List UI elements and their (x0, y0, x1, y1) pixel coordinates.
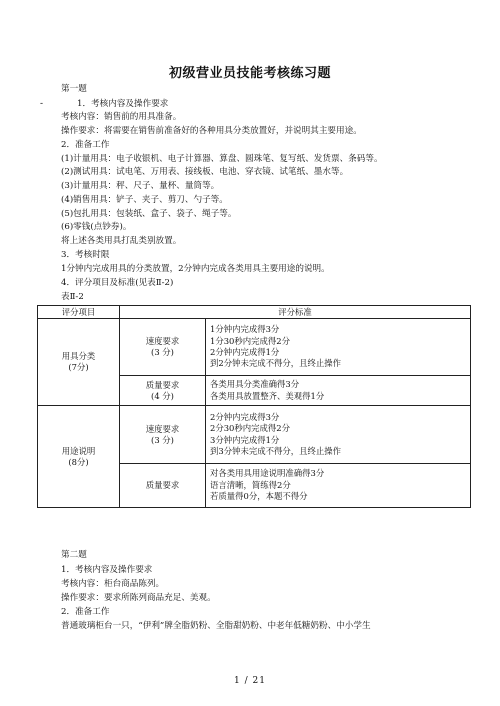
q1-line: 1．考核内容及操作要求 (77, 99, 169, 109)
sub-item-cell: 质量要求 (120, 464, 206, 508)
q1-line: 将上述各类用具打乱类别放置。 (61, 236, 182, 246)
criteria-cell: 2分钟内完成得3分 2分30秒内完成得2分 3分钟内完成得1分 到3分钟未完成不得分，且终止操作 (206, 406, 471, 464)
q1-line: 1分钟内完成用具的分类放置，2分钟内完成各类用具主要用途的说明。 (61, 264, 330, 274)
q1-line: (5)包扎用具：包装纸、盒子、袋子、绳子等。 (61, 209, 237, 219)
q1-line: (6)零钱(点钞券)。 (61, 222, 132, 232)
q1-heading: 第一题 (61, 84, 87, 94)
header-item: 评分项目 (38, 306, 120, 319)
q2-line: 2．准备工作 (61, 607, 110, 617)
q1-line: (2)测试用具：试电笔、万用表、接线板、电池、穿衣镜、试笔纸、墨水等。 (61, 167, 349, 177)
list-dash: - (40, 99, 44, 109)
header-standard: 评分标准 (120, 306, 471, 319)
sub-item-cell: 速度要求 (3 分) (120, 406, 206, 464)
q1-line: (4)销售用具：铲子、夹子、剪刀、勺子等。 (61, 195, 228, 205)
document-title: 初级营业员技能考核练习题 (168, 66, 331, 81)
q1-line: (3)计量用具：秤、尺子、量杯、量筒等。 (61, 181, 220, 191)
q1-line: 考核内容：销售前的用具准备。 (61, 112, 182, 122)
q1-line: (1)计量用具：电子收银机、电子计算器、算盘、圆珠笔、复写纸、发货票、条码等。 (61, 154, 383, 164)
q2-line: 普通玻璃柜台一只，“伊利”牌全脂奶粉、全脂甜奶粉、中老年低糖奶粉、中小学生 (61, 621, 371, 631)
q2-line: 操作要求：要求所陈列商品充足、美观。 (61, 593, 216, 603)
q1-line: 操作要求：将需要在销售前准备好的各种用具分类放置好，并说明其主要用途。 (61, 126, 362, 136)
q2-line: 1．考核内容及操作要求 (61, 565, 153, 575)
q2-heading: 第二题 (61, 550, 87, 560)
item-cell: 用具分类 (7分) (38, 319, 120, 406)
q1-line: 4．评分项目及标准(见表Ⅱ-2) (61, 278, 174, 288)
page-number: 1 / 21 (234, 676, 266, 686)
scoring-table (37, 305, 471, 508)
table-caption: 表Ⅱ-2 (61, 292, 84, 302)
criteria-cell: 各类用具分类准确得3分 各类用具放置整齐、美观得1分 (206, 376, 471, 406)
sub-item-cell: 质量要求 (4 分) (120, 376, 206, 406)
criteria-cell: 对各类用具用途说明准确得3分 语言清晰，简练得2分 若质量得0分，本题不得分 (206, 464, 471, 508)
q1-line: 3．考核时限 (61, 250, 110, 260)
q2-line: 考核内容：柜台商品陈列。 (61, 579, 165, 589)
sub-item-cell: 速度要求 (3 分) (120, 319, 206, 376)
q1-line: 2．准备工作 (61, 140, 110, 150)
item-cell: 用途说明 (8分) (38, 406, 120, 508)
criteria-cell: 1分钟内完成得3分 1分30秒内完成得2分 2分钟内完成得1分 到2分钟未完成不得分，且终止操作 (206, 319, 471, 376)
